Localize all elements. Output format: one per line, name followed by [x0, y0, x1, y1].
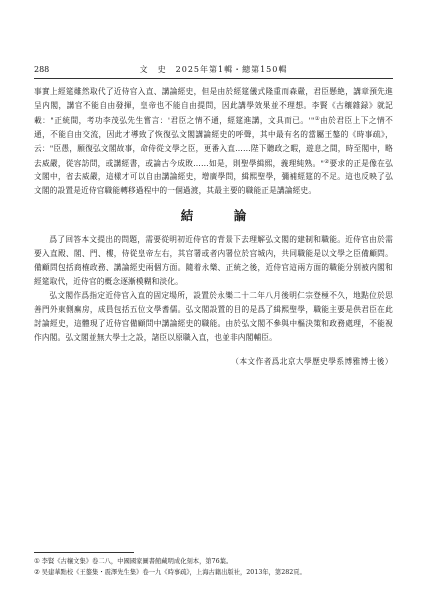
footnote-text: 李賢《古穰文集》卷二八，中國國家圖書館藏明成化刻本，第76葉。 [41, 558, 233, 565]
page-number: 288 [34, 65, 50, 74]
footnote-2 [34, 567, 393, 578]
footnote-1 [34, 556, 393, 567]
paragraph: 爲了回答本文提出的問題，需要從明初近侍官的背景下去理解弘文閣的建制和職能。近侍官由於需要入直殿、閣、門、樓，侍從皇帝左右，其官署或者内署位於宫城内，共同職能是以文學之臣備顧問。備顧問包括商榷政務、講論經史兩個方面。隨着永樂、正統之後，近侍官這兩方面的職能分别被内閣和經筵取代，近侍官的概念逐漸模糊和淡化。 [34, 235, 393, 286]
article-body [34, 85, 393, 368]
footnote-mark: ① [34, 558, 40, 565]
header-rule [34, 78, 393, 79]
author-affiliation: （本文作者爲北京大學歷史學系博雅博士後） [231, 356, 393, 366]
footnote-text: 吴建華點校《王鏊集・震澤先生集》卷一九《時事疏》，上海古籍出版社，2013年，第282頁。 [41, 569, 306, 576]
footnote-mark: ② [34, 569, 40, 576]
paragraph-text: 要求的正是像在弘文閣中，省去威嚴，這樣才可以自由講論經史，增廣學問，緝熙聖學，彌補經筵的不足。這也反映了弘文閣的設置是近侍官職能轉移過程中的一個過渡，其最主要的職能正是講論經史。 [34, 158, 393, 196]
paragraph-text: 由於君臣上下之情不通，不能自由交流，因此才導致了恢復弘文閣講論經史的呼聲，其中最有名的當屬王鏊的《時事疏》，云："臣愚，願復弘文閣故事，命侍從文學之臣，更番入直……陛下聽政之暇，遊息之間，時至閣中，略去威嚴，從容訪問，或講經書，或論古今成敗……如是，則聖學緝熙，義理純熟。" [34, 115, 393, 168]
footnotes [34, 552, 393, 578]
running-header [34, 63, 393, 77]
footnote-rule [34, 552, 134, 553]
paragraph-continued [34, 85, 393, 198]
footnote-ref-1[interactable]: ① [314, 115, 321, 122]
paragraph-text: 事實上經筵雖然取代了近侍官入直、講論經史，但是由於經筵儀式隆重而森嚴，君臣懸絶，講章預先進呈内閣，講官不能自由發揮，皇帝也不能自由提問，因此講學效果並不理想。李賢《古穰雜録》就記載："正統間，考功李茂弘先生嘗言：'君臣之情不通，經筵進講，文具而已。'" [34, 87, 393, 125]
paragraph: 弘文閣作爲指定近侍官入直的固定場所，設置於永樂二十二年八月後明仁宗登極不久，地點位於思善門外東側廡房，成員包括五位文學耆儒。弘文閣設置的目的是爲了緝熙聖學，職能主要是供君臣在此討論經史，這體現了近侍官備顧問中講論經史的職能。由於弘文閣不參與中樞決策和政務處理，不能視作内閣。弘文閣並無大學士之設，諸臣以原職入直，也並非内閣輔臣。 [34, 290, 393, 342]
section-title-conclusion: 結 論 [180, 208, 261, 224]
footnote-ref-2[interactable]: ② [324, 158, 330, 165]
journal-title: 文 史 2025年第1輯・總第150輯 [139, 65, 288, 74]
